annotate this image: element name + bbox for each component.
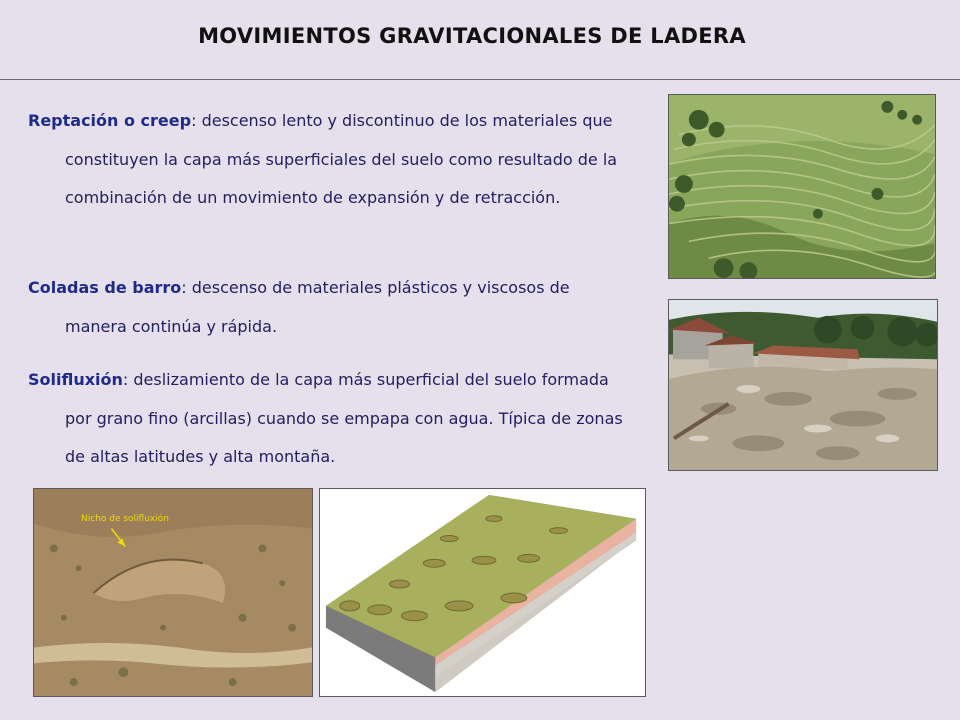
- solifluction-niche-label: Nicho de solifluxión: [81, 514, 169, 524]
- definition-mudflow: : descenso de materiales plásticos y viscosos de manera continúa y rápida.: [65, 278, 570, 336]
- page-title: MOVIMIENTOS GRAVITACIONALES DE LADERA: [198, 24, 746, 48]
- mudflow-photo: [668, 299, 938, 471]
- paragraph-creep: [28, 102, 628, 218]
- definition-creep: : descenso lento y discontinuo de los materiales que constituyen la capa más superficiales del suelo como resultado de la combinación de un movimiento de expansión y de retracción.: [65, 111, 618, 207]
- title-divider: [0, 79, 960, 80]
- term-creep: Reptación o creep: [28, 111, 192, 130]
- definition-solifluction: : deslizamiento de la capa más superficial del suelo formada por grano fino (arcillas) cuando se empapa con agua. Típica de zonas de altas latitudes y alta montaña.: [65, 370, 623, 466]
- paragraph-solifluction: [28, 361, 628, 477]
- solifluction-block-diagram: [319, 488, 646, 697]
- term-solifluction: Solifluxión: [28, 370, 123, 389]
- creep-photo: [668, 94, 936, 279]
- paragraph-mudflow: [28, 269, 628, 346]
- term-mudflow: Coladas de barro: [28, 278, 182, 297]
- solifluction-photo: [33, 488, 313, 697]
